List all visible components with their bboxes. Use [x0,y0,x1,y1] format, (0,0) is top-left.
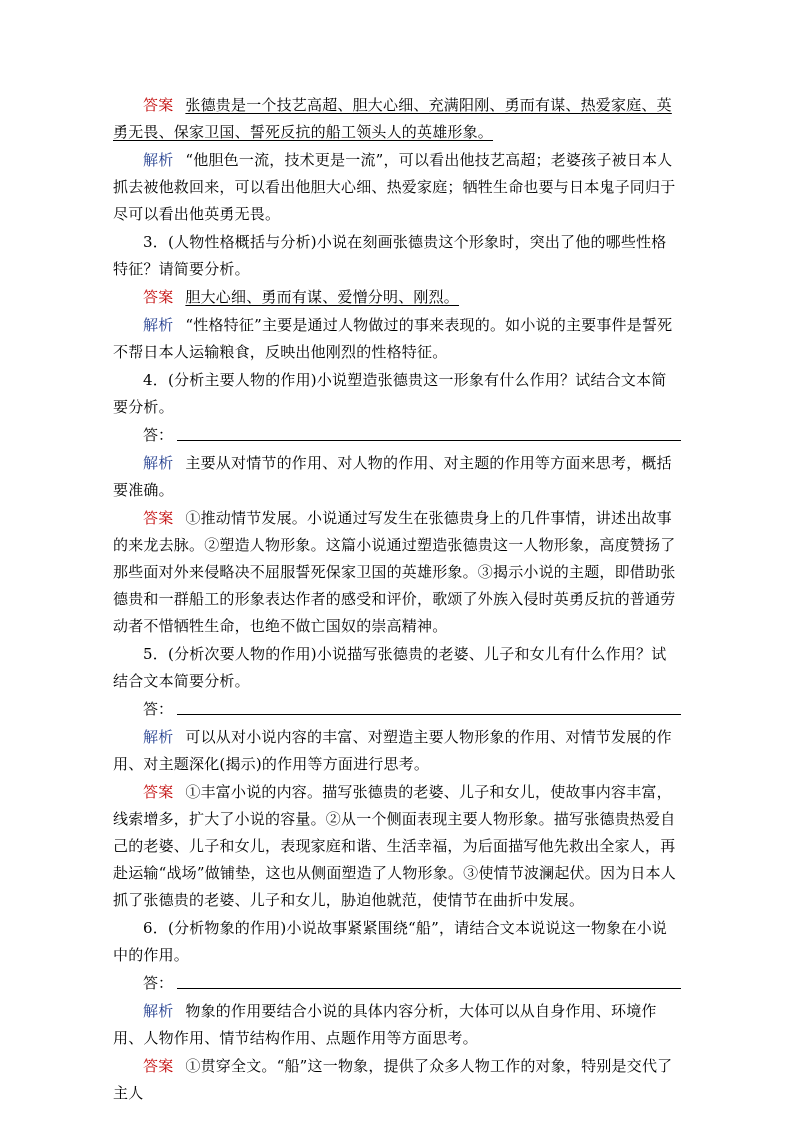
answer-text: ①贯穿全文。“船”这一物象，提供了众多人物工作的对象，特别是交代了主人 [113,1057,673,1102]
blank-line [177,988,681,989]
blank-line [177,714,681,715]
q3-question: 3．(人物性格概括与分析)小说在刻画张德贵这个形象时，突出了他的哪些性格特征？请简要分析。 [113,233,667,278]
analysis-tag: 解析 [143,454,174,472]
q6-reply-line [113,970,681,997]
answer-text: 胆大心细、勇而有谋、爱憎分明、刚烈。 [185,288,460,306]
q5-reply-line [113,696,681,723]
blank-line [177,440,681,441]
answer-tag: 答案 [143,1057,174,1075]
analysis-tag: 解析 [143,1002,174,1020]
q6-answer [113,1053,681,1107]
q4-answer [113,505,681,640]
analysis-text: 主要从对情节的作用、对人物的作用、对主题的作用等方面来思考，概括要准确。 [113,454,672,499]
reply-label: 答： [143,974,174,992]
q4-analysis [113,450,681,504]
answer-text: ①推动情节发展。小说通过写发生在张德贵身上的几件事情，讲述出故事的来龙去脉。②塑造人物形象。这篇小说通过塑造张德贵这一人物形象，高度赞扬了那些面对外来侵略决不屈服誓死保家卫国的英雄形象。③揭示小说的主题，即借助张德贵和一群船工的形象表达作者的感受和评价，歌颂了外族入侵时英勇反抗的普通劳动者不惜牺牲生命，也绝不做亡国奴的崇高精神。 [113,509,676,635]
reply-label: 答： [143,700,174,718]
answer-tag: 答案 [143,509,174,527]
answer-text: 张德贵是一个技艺高超、胆大心细、充满阳刚、勇而有谋、热爱家庭、英勇无畏、保家卫国、誓死反抗的船工领头人的英雄形象。 [113,96,672,141]
analysis-text: 可以从对小说内容的丰富、对塑造主要人物形象的作用、对情节发展的作用、对主题深化(揭示)的作用等方面进行思考。 [113,728,672,773]
analysis-tag: 解析 [143,316,174,334]
answer-text: ①丰富小说的内容。描写张德贵的老婆、儿子和女儿，使故事内容丰富，线索增多，扩大了小说的容量。②从一个侧面表现主要人物形象。描写张德贵热爱自己的老婆、儿子和女儿，表现家庭和谐、生活幸福，为后面描写他先救出全家人，再赴运输“战场”做铺垫，这也从侧面塑造了人物形象。③使情节波澜起伏。因为日本人抓了张德贵的老婆、儿子和女儿，胁迫他就范，使情节在曲折中发展。 [113,783,676,909]
analysis-text: 物象的作用要结合小说的具体内容分析，大体可以从自身作用、环境作用、人物作用、情节结构作用、点题作用等方面思考。 [113,1002,657,1047]
document-page [113,92,681,1108]
answer-tag: 答案 [143,288,174,306]
q2-analysis [113,147,681,228]
q5-question: 5．(分析次要人物的作用)小说描写张德贵的老婆、儿子和女儿有什么作用？试结合文本简要分析。 [113,645,667,690]
analysis-text: “他胆色一流，技术更是一流”，可以看出他技艺高超；老婆孩子被日本人抓去被他救回来，可以看出他胆大心细、热爱家庭；牺牲生命也要与日本鬼子同归于尽可以看出他英勇无畏。 [113,151,676,223]
q2-answer [113,92,681,146]
q4-reply-line [113,422,681,449]
answer-tag: 答案 [143,783,174,801]
reply-label: 答： [143,426,174,444]
analysis-tag: 解析 [143,728,174,746]
q6-question: 6．(分析物象的作用)小说故事紧紧围绕“船”，请结合文本说说这一物象在小说中的作用。 [113,919,667,964]
analysis-tag: 解析 [143,151,174,169]
q3-answer [113,284,681,311]
analysis-text: “性格特征”主要是通过人物做过的事来表现的。如小说的主要事件是誓死不帮日本人运输粮食，反映出他刚烈的性格特征。 [113,316,673,361]
q6-analysis [113,998,681,1052]
q5-answer [113,779,681,914]
q3-analysis [113,312,681,366]
answer-tag: 答案 [143,96,174,114]
q5-analysis [113,724,681,778]
q4-question: 4．(分析主要人物的作用)小说塑造张德贵这一形象有什么作用？试结合文本简要分析。 [113,371,667,416]
